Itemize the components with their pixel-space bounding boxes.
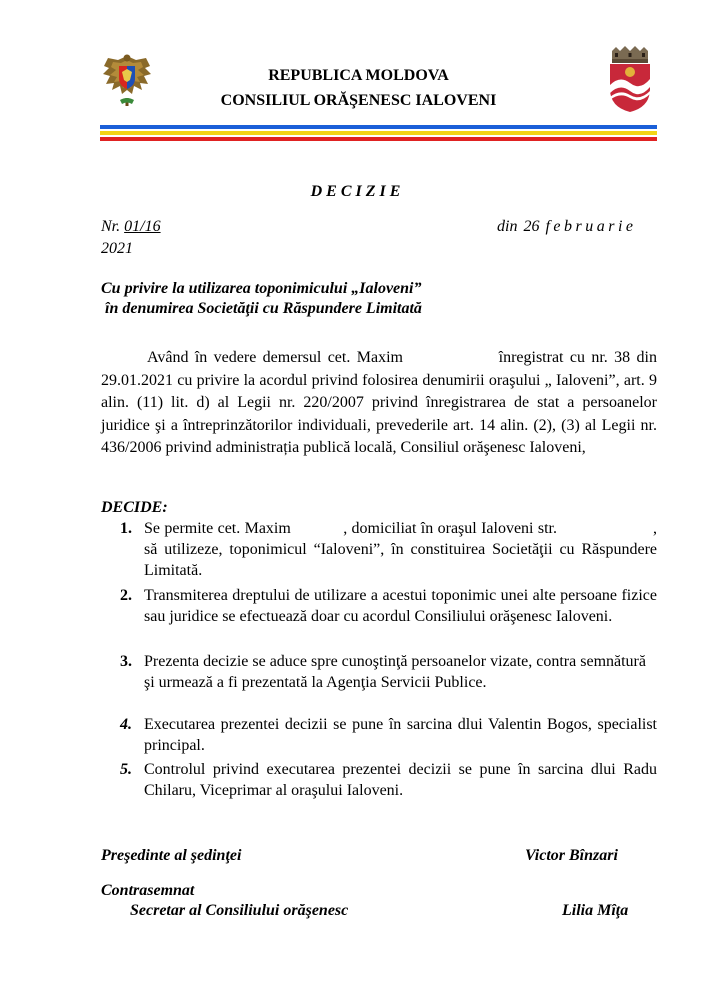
item-number: 4. [120,716,132,733]
date-year: 2021 [101,240,133,257]
nr-value: 01/16 [124,218,161,235]
stripe-yellow [100,131,657,135]
decision-date [497,218,637,236]
subject-line-2: în denumirea Societăţii cu Răspundere Limitată [105,300,422,317]
item-number: 5. [120,761,132,778]
list-item [120,759,657,801]
list-item [120,518,661,581]
subject [101,279,422,319]
item-text: Se permite cet. Maxim , domiciliat în oraşul Ialoveni str. , să utilizeze, toponimicul “Ialoveni”, în constituirea Societăţii cu Răspundere Limitată. [144,520,661,579]
item-text-continued: şi urmează a fi prezentată la Agenţia Servicii Publice. [144,674,487,691]
header-council: CONSILIUL ORĂŞENESC IALOVENI [220,92,497,109]
decide-label: DECIDE: [101,499,168,516]
list-item [120,585,657,627]
item-number: 1. [120,520,132,537]
item-text: Controlul privind executarea prezentei decizii se pune în sarcina dlui Radu Chilaru, Viceprimar al oraşului Ialoveni. [144,761,657,799]
item-text: Executarea prezentei decizii se pune în sarcina dlui Valentin Bogos, specialist principal. [144,716,657,754]
chair-name: Victor Bînzari [525,847,618,864]
item-text: Transmiterea dreptului de utilizare a acestui toponimic unei alte persoane fizice sau juridice se efectuează doar cu acordul Consiliului orăşenesc Ialoveni. [144,587,657,625]
item-number: 3. [120,653,132,670]
countersigned-label: Contrasemnat [101,882,195,899]
preamble [101,347,661,460]
item-number: 2. [120,587,132,604]
date-day: 26 [523,218,540,235]
stripe-blue [100,125,657,129]
stripe-red [100,137,657,141]
item-text: Prezenta decizie se aduce spre cunoştinţă persoanelor vizate, contra semnătură [144,653,646,670]
header-country: REPUBLICA MOLDOVA [268,67,449,84]
nr-label: Nr. [101,218,121,235]
list-item [120,714,657,756]
preamble-text: Având în vedere demersul cet. Maxim înregistrat cu nr. 38 din 29.01.2021 cu privire la acordul privind folosirea denumirii oraşului „ Ialoveni”, art. 9 alin. (11) lit. d) al Legii nr. 220/2007 privind înregistrarea de stat a persoanelor juridice şi a întreprinzătorilor individuali, prevederile art. 14 alin. (2), (3) al Legii nr. 436/2006 privind administrația publică locală, Consiliul orăşenesc Ialoveni, [101,349,661,456]
subject-line-1: Cu privire la utilizarea toponimicului „Ialoveni” [101,280,422,297]
decision-number [101,218,161,236]
chair-label: Preşedinte al şedinţei [101,847,242,864]
din-label: din [497,218,518,235]
date-month: februarie [545,218,637,235]
list-item [120,651,657,693]
document-title: DECIZIE [310,183,405,200]
secretary-name: Lilia Mîţa [562,902,629,919]
secretary-label: Secretar al Consiliului orăşenesc [130,902,349,919]
